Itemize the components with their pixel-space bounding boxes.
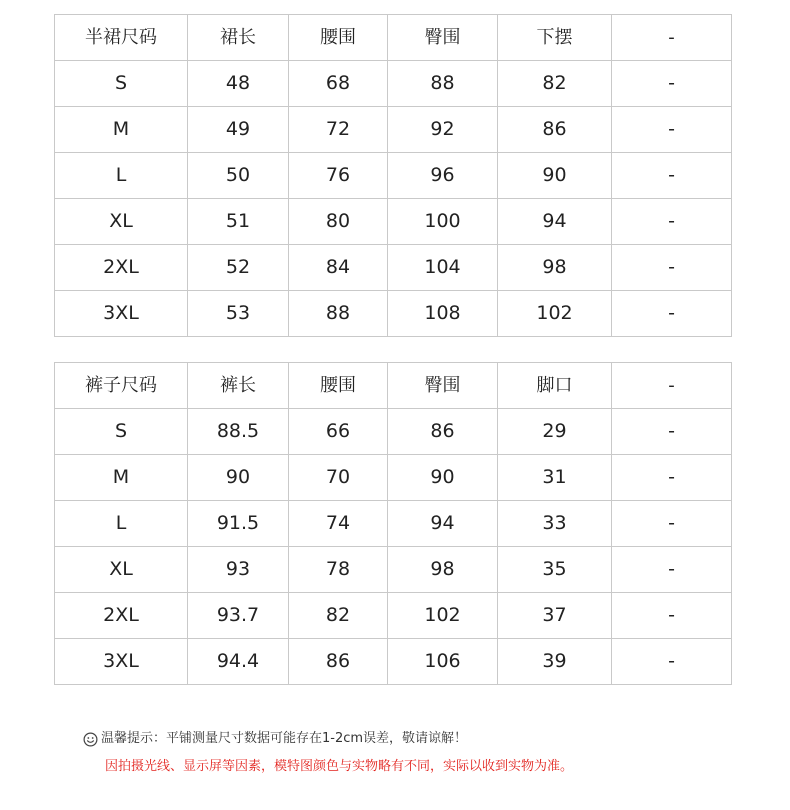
table-cell: 93 — [188, 547, 289, 593]
pants-header-hip: 臀围 — [388, 363, 498, 409]
table-cell: 82 — [289, 593, 388, 639]
table-cell: 108 — [388, 291, 498, 337]
table-cell: - — [612, 455, 732, 501]
table-cell: 3XL — [55, 639, 188, 685]
table-cell: 102 — [388, 593, 498, 639]
table-cell: 80 — [289, 199, 388, 245]
skirt-table-header-row — [55, 15, 732, 61]
table-cell: 94 — [498, 199, 612, 245]
table-cell: 86 — [388, 409, 498, 455]
table-cell: 31 — [498, 455, 612, 501]
table-cell: 49 — [188, 107, 289, 153]
table-row — [55, 639, 732, 685]
pants-header-leg-opening: 脚口 — [498, 363, 612, 409]
table-cell: 98 — [498, 245, 612, 291]
skirt-header-length: 裙长 — [188, 15, 289, 61]
pants-header-size: 裤子尺码 — [55, 363, 188, 409]
table-cell: S — [55, 409, 188, 455]
table-cell: XL — [55, 547, 188, 593]
tip-text: 温馨提示：平铺测量尺寸数据可能存在1-2cm误差，敬请谅解！ — [101, 731, 468, 746]
pants-header-extra: - — [612, 363, 732, 409]
table-cell: 2XL — [55, 245, 188, 291]
table-cell: 93.7 — [188, 593, 289, 639]
table-cell: XL — [55, 199, 188, 245]
table-cell: 96 — [388, 153, 498, 199]
table-cell: M — [55, 455, 188, 501]
skirt-header-extra: - — [612, 15, 732, 61]
table-cell: - — [612, 409, 732, 455]
skirt-size-table — [54, 14, 732, 337]
pants-size-table — [54, 362, 732, 685]
table-cell: 29 — [498, 409, 612, 455]
table-cell: 74 — [289, 501, 388, 547]
table-row — [55, 199, 732, 245]
table-cell: 35 — [498, 547, 612, 593]
table-cell: 88 — [388, 61, 498, 107]
table-cell: 90 — [388, 455, 498, 501]
table-cell: - — [612, 199, 732, 245]
skirt-header-hip: 臀围 — [388, 15, 498, 61]
table-cell: L — [55, 501, 188, 547]
table-cell: 91.5 — [188, 501, 289, 547]
disclaimer-text: 因拍摄光线、显示屏等因素，模特图颜色与实物略有不同，实际以收到实物为准。 — [105, 759, 574, 774]
table-cell: 66 — [289, 409, 388, 455]
table-row — [55, 501, 732, 547]
table-cell: 98 — [388, 547, 498, 593]
table-row — [55, 107, 732, 153]
table-cell: 2XL — [55, 593, 188, 639]
table-cell: 86 — [289, 639, 388, 685]
table-cell: - — [612, 547, 732, 593]
table-cell: 72 — [289, 107, 388, 153]
table-cell: 90 — [188, 455, 289, 501]
table-cell: 3XL — [55, 291, 188, 337]
table-cell: - — [612, 501, 732, 547]
table-cell: 88 — [289, 291, 388, 337]
table-row — [55, 291, 732, 337]
table-cell: 88.5 — [188, 409, 289, 455]
table-cell: L — [55, 153, 188, 199]
table-cell: 50 — [188, 153, 289, 199]
table-cell: 33 — [498, 501, 612, 547]
table-cell: 70 — [289, 455, 388, 501]
table-cell: 82 — [498, 61, 612, 107]
table-cell: 92 — [388, 107, 498, 153]
table-cell: 48 — [188, 61, 289, 107]
tip-line — [83, 730, 763, 748]
table-row — [55, 153, 732, 199]
table-cell: 76 — [289, 153, 388, 199]
table-cell: - — [612, 61, 732, 107]
table-cell: 104 — [388, 245, 498, 291]
table-row — [55, 409, 732, 455]
table-cell: 102 — [498, 291, 612, 337]
notes-section — [83, 730, 763, 776]
table-cell: - — [612, 593, 732, 639]
table-cell: 94.4 — [188, 639, 289, 685]
smiley-icon — [83, 732, 98, 747]
table-cell: - — [612, 153, 732, 199]
skirt-header-waist: 腰围 — [289, 15, 388, 61]
table-cell: - — [612, 291, 732, 337]
table-row — [55, 245, 732, 291]
skirt-header-size: 半裙尺码 — [55, 15, 188, 61]
table-cell: 51 — [188, 199, 289, 245]
table-row — [55, 61, 732, 107]
pants-table-header-row — [55, 363, 732, 409]
disclaimer-line — [83, 758, 763, 776]
table-cell: 106 — [388, 639, 498, 685]
table-cell: - — [612, 245, 732, 291]
skirt-header-hem: 下摆 — [498, 15, 612, 61]
table-cell: - — [612, 639, 732, 685]
table-cell: 94 — [388, 501, 498, 547]
table-cell: M — [55, 107, 188, 153]
table-cell: 53 — [188, 291, 289, 337]
table-cell: 86 — [498, 107, 612, 153]
table-row — [55, 455, 732, 501]
table-cell: 52 — [188, 245, 289, 291]
table-cell: 78 — [289, 547, 388, 593]
table-cell: - — [612, 107, 732, 153]
table-cell: 90 — [498, 153, 612, 199]
table-cell: 84 — [289, 245, 388, 291]
pants-header-waist: 腰围 — [289, 363, 388, 409]
table-cell: 68 — [289, 61, 388, 107]
table-cell: S — [55, 61, 188, 107]
table-cell: 37 — [498, 593, 612, 639]
table-cell: 39 — [498, 639, 612, 685]
table-row — [55, 547, 732, 593]
table-cell: 100 — [388, 199, 498, 245]
pants-header-length: 裤长 — [188, 363, 289, 409]
table-row — [55, 593, 732, 639]
